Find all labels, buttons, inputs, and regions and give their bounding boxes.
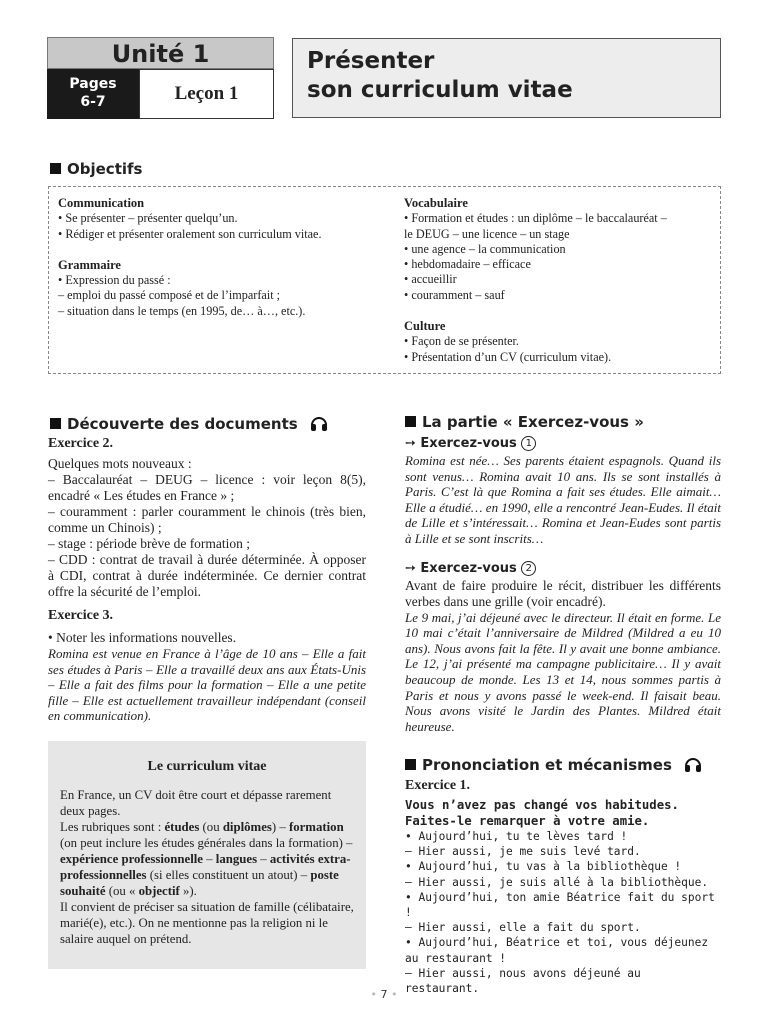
list-item: le DEUG – une licence – un stage [404,226,570,241]
prononciation-content [405,778,721,996]
list-item: – situation dans le temps (en 1995, de… à…, etc.). [58,303,306,318]
list-item: – Hier aussi, je suis allé à la bibliothèque. [405,875,709,889]
list-item: • Présentation d’un CV (curriculum vitae). [404,349,612,364]
cv-box-title: Le curriculum vitae [147,759,267,774]
exercez-part-2-text: Le 9 mai, j’ai déjeuné avec le directeur. Il était en forme. Le 10 mai c’était l’anniversaire de Mildred (Mildred a eu 10 ans). Nous avons fait la fête. Il y avait une bonne ambiance. Le 12, j’ai présenté ma campagne publicitaire… Il y avait beaucoup de monde. Les 13 et 14, nous sommes partis à Paris et nous y avons passé le week-end. Il faisait beau. Nous avons visité le Jardin des Plantes. Mildred était heureuse. [405,609,721,734]
exercise-2-text: Quelques mots nouveaux : – Baccalauréat – DEUG – licence : voir leçon 8(5), encadré « Les études en France » ; – couramment : parler couramment le chinois (très bien, comme un Chinois) ; – stage : période brève de formation ; – CDD : contrat de travail à durée déterminée. À opposer à CDI, contrat à durée indéterminée. Ce dernier contrat offre la sécurité de l’emploi. [48,456,366,599]
exercise-title: Exercice 3. [48,608,114,623]
cv-box-rubriques: Les rubriques sont : études (ou diplômes) – formation (on peut inclure les études générales dans la formation) – expérience professionnelle – langues – activités extra-professionnelles (si elles constituent un atout) – poste souhaité (ou « objectif »). [60,820,353,898]
page-footer: • 7 • [370,988,398,1001]
list-item: • Se présenter – présenter quelqu’un. [58,211,238,226]
exercise-instruction: Vous n’avez pas changé vos habitudes. Faites-le remarquer à votre amie. [405,798,679,828]
exercez-part-2-intro: Avant de faire produire le récit, distribuer les différents verbes dans une grille (voir encadré). [405,577,721,609]
objectifs-right-column [404,196,716,365]
circled-number: 1 [521,436,536,451]
exercez-heading: La partie « Exercez-vous » [405,413,644,431]
list-item: • Façon de se présenter. [404,334,519,349]
arrow-right-icon: ➙ [405,436,421,451]
list-item: • Aujourd’hui, tu te lèves tard ! [405,830,628,843]
exercez-part-1-heading: ➙ Exercez-vous 1 [405,436,721,451]
page-number: 7 [380,988,388,1001]
list-item: – Hier aussi, je me suis levé tard. [405,845,641,859]
title-line-2: son curriculum vitae [307,77,573,103]
communication-title: Communication [58,196,145,210]
grammaire-title: Grammaire [58,257,121,272]
circled-number: 2 [521,561,536,576]
list-item: • hebdomadaire – efficace [404,257,531,272]
exercez-content [405,436,721,734]
decouverte-heading: Découverte des documents [50,413,329,433]
square-bullet-icon [405,759,416,770]
list-item: • Aujourd’hui, ton amie Béatrice fait du sport ! [405,890,715,920]
objectifs-left-column [58,196,393,319]
list-item: • Aujourd’hui, tu vas à la bibliothèque ! [405,860,682,874]
square-bullet-icon [50,163,61,174]
exercez-part-2-heading: ➙ Exercez-vous 2 [405,561,721,576]
list-item: • une agence – la communication [404,241,566,256]
list-item: • Expression du passé : [58,273,171,288]
exercez-part-1-text: Romina est née… Ses parents étaient espagnols. Quand ils sont venus… Romina avait 10 ans. Ils se sont installés à Paris. C’est là que Romina a fait ses études. Elle aimait… Elle a étudié… en 1990, elle a rencontré Jean-Eudes. Il était de Lille et s’intéressait… Romina et Jean-Eudes sont partis à Lille et se sont inscrits… [405,453,721,546]
cv-box-paragraph: En France, un CV doit être court et dépasse rarement deux pages. [60,788,332,818]
headphones-icon [309,413,329,433]
cv-box-paragraph: Il convient de préciser sa situation de famille (célibataire, marié(e), etc.). On ne mentionne pas la religion ni le salaire auquel on prétend. [60,900,354,946]
list-item: – Hier aussi, elle a fait du sport. [405,921,641,935]
list-item: • accueillir [404,272,457,287]
prononciation-heading: Prononciation et mécanismes [405,754,703,774]
list-item: • Rédiger et présenter oralement son curriculum vitae. [58,226,322,241]
page-title [292,38,721,118]
list-item: • Formation et études : un diplôme – le baccalauréat – [404,211,667,226]
headphones-icon [683,754,703,774]
list-item: • couramment – sauf [404,287,505,302]
arrow-right-icon: ➙ [405,560,421,576]
objectifs-heading: Objectifs [50,160,142,178]
exercise-3-italic-text: Romina est venue en France à l’âge de 10 ans – Elle a fait ses études à Paris – Elle a travaillé deux ans aux États-Unis – Elle a fait des films pour la formation – Elle a une petite fille – Elle est actuellement travailleur indépendant (conseil en communication). [48,646,366,724]
pages-label: Pages [69,76,117,92]
pages-range: 6-7 [80,94,106,110]
exercise-3-bullet: • Noter les informations nouvelles. [48,630,237,645]
dialogue-list [405,829,721,996]
unit-label: Unité 1 [47,37,274,69]
square-bullet-icon [405,416,416,427]
list-item: – Hier aussi, nous avons déjeuné au restaurant. [405,966,641,996]
exercise-title: Exercice 2. [48,436,114,451]
square-bullet-icon [50,418,61,429]
pages-badge [47,69,139,119]
title-line-1: Présenter [307,48,435,74]
list-item: – emploi du passé composé et de l’imparfait ; [58,288,281,303]
culture-title: Culture [404,319,446,334]
lesson-label: Leçon 1 [139,69,274,119]
decouverte-content [48,436,366,724]
vocabulaire-title: Vocabulaire [404,196,468,210]
cv-info-box [48,741,366,969]
exercise-title: Exercice 1. [405,778,471,793]
list-item: • Aujourd’hui, Béatrice et toi, vous déjeunez au restaurant ! [405,936,709,965]
